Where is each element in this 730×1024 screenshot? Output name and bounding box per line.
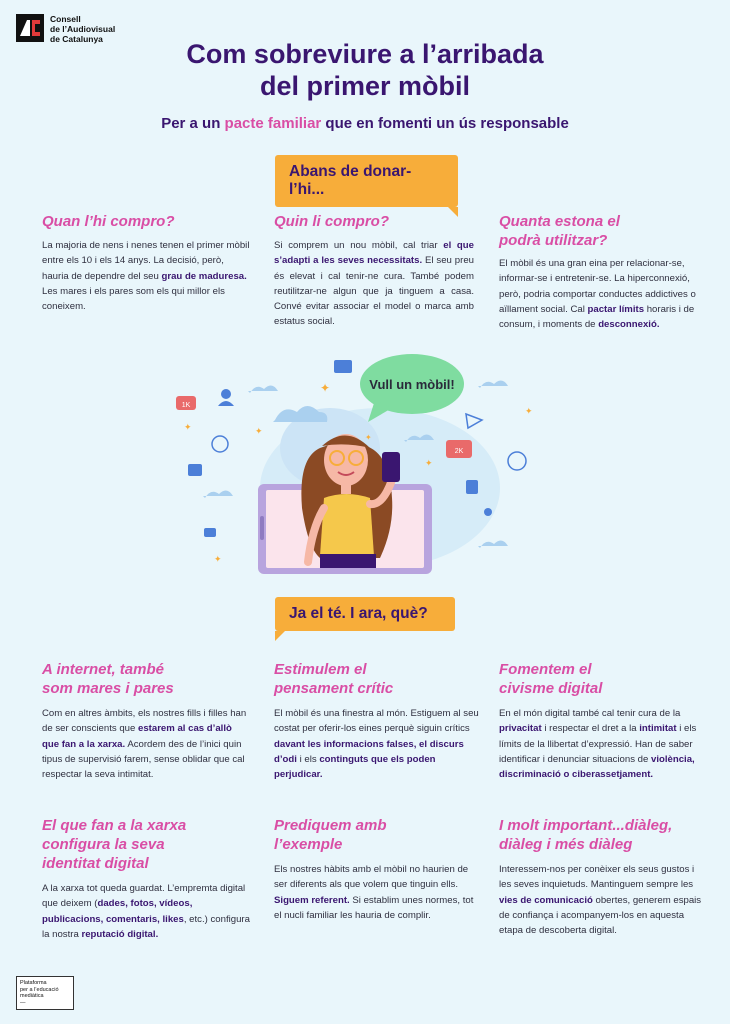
column-body — [499, 256, 699, 332]
column-body — [499, 706, 699, 782]
column-heading: som mares i pares — [42, 680, 174, 697]
section1-tag-wrap — [275, 155, 458, 217]
emphasis-text: Siguem referent. — [274, 894, 350, 906]
user-icon-body — [218, 401, 234, 406]
column-body — [274, 238, 474, 330]
footer-line: Plataforma — [20, 980, 47, 986]
tag-tail — [275, 631, 285, 641]
girl-top — [320, 494, 374, 556]
column-internet — [42, 660, 247, 782]
column-example — [274, 816, 474, 923]
column-heading: l’exemple — [274, 836, 343, 853]
emphasis-text: pactar límits — [587, 303, 645, 315]
logo-line: Consell — [50, 14, 81, 24]
body-text: A la xarxa tot queda guardat. L’empremta digital que deixem ( — [42, 883, 246, 910]
body-text: , etc.) configura la nostra — [42, 913, 250, 940]
emphasis-text: el que s’adapti a les seves necessitats. — [274, 240, 474, 267]
column-body — [274, 862, 474, 923]
footer-line: mediàtica — [20, 993, 44, 999]
column-body — [274, 706, 482, 782]
chat-icon — [334, 360, 352, 373]
subtitle-highlight: pacte familiar — [224, 115, 322, 132]
emphasis-text: intimitat — [639, 723, 677, 735]
column-heading: identitat digital — [42, 855, 149, 872]
emphasis-text: grau de maduresa. — [161, 270, 247, 282]
emphasis-text: dades, fotos, vídeos, publicacions, comentaris, likes — [42, 898, 193, 925]
column-heading: civisme digital — [499, 680, 603, 697]
emphasis-text: violència, discriminació o ciberassetjament. — [499, 753, 695, 781]
footer-line: — — [20, 999, 26, 1006]
column-heading: Estimulem el — [274, 661, 367, 678]
sparkle-icon: ✦ — [425, 458, 433, 468]
emphasis-text: vies de comunicació — [499, 894, 593, 906]
send-icon — [466, 414, 482, 428]
body-text: i respectar el dret a la — [541, 723, 640, 735]
sparkle-icon: ✦ — [214, 554, 222, 564]
title-line: Com sobreviure a l’arribada — [186, 39, 544, 69]
logo-line: de Catalunya — [50, 34, 103, 44]
body-text: El mòbil és una finestra al món. Estiguem al seu costat per oferir-los eines perquè siguin crítics — [274, 708, 479, 735]
column-heading: diàleg i més diàleg — [499, 836, 633, 853]
body-text: Com en altres àmbits, els nostres fills i filles han de ser conscients que — [42, 708, 247, 735]
emphasis-text: privacitat — [499, 723, 542, 735]
sparkle-icon: ✦ — [184, 422, 192, 432]
column-heading: configura la seva — [42, 836, 165, 853]
body-text: Interessem-nos per conèixer els seus gustos i les seves inquietuds. Mantinguem sempre les — [499, 864, 695, 891]
column-critical-thinking — [274, 660, 482, 782]
sparkle-icon: ✦ — [255, 426, 263, 436]
subtitle-text: Per a un — [161, 115, 225, 132]
column-heading: El que fan a la xarxa — [42, 817, 187, 834]
girl-with-phone-illustration — [170, 348, 570, 580]
body-text: Si establim unes normes, tot el nucli familiar les hauria de complir. — [274, 894, 474, 921]
body-text: El seu preu és elevat i cal tenir-ne cura. També podem reutilitzar-ne algun que ja tinguem a casa. Convé evitar associar el model o marca amb estatus social. — [274, 255, 474, 328]
body-text: Les mares i els pares som els qui millor els coneixem. — [42, 285, 225, 313]
girl-neck — [341, 484, 351, 494]
column-heading: Prediquem amb — [274, 817, 387, 834]
logo-line: de l’Audiovisual — [50, 24, 116, 34]
body-text: Els nostres hàbits amb el mòbil no haurien de ser diferents als que volem que tinguin ells. — [274, 864, 469, 891]
column-when — [42, 212, 252, 314]
speech-bubble-text: Vull un mòbil! — [369, 377, 455, 392]
body-text: i els límits de la llibertat d’expressió. Han de saber identificar i denunciar situacions de — [499, 723, 697, 765]
girl-trousers — [320, 554, 376, 568]
column-heading: Quin li compro? — [274, 213, 389, 230]
chat-outline-icon — [508, 452, 526, 470]
chat-icon — [204, 528, 216, 537]
sparkle-icon: ✦ — [320, 381, 331, 395]
column-body — [42, 706, 247, 782]
body-text: horaris i de consum, i moments de — [499, 303, 695, 331]
column-heading: Fomentem el — [499, 661, 592, 678]
cloud-icon — [478, 540, 508, 548]
user-icon — [221, 389, 231, 399]
like-badge-count: 1K — [181, 402, 191, 409]
page-title — [0, 38, 730, 102]
body-text: Si comprem un nou mòbil, cal triar — [274, 240, 444, 251]
column-heading: pensament crític — [274, 680, 394, 697]
cloud-icon — [273, 406, 327, 422]
cloud-icon — [478, 380, 508, 388]
emphasis-text: estarem al cas d’allò que fan a la xarxa. — [42, 723, 232, 750]
emphasis-text: continguts que els poden perjudicar. — [274, 753, 436, 781]
column-which — [274, 212, 474, 330]
column-digital-identity — [42, 816, 252, 942]
emphasis-text: davant les informacions falses, el discurs d’odi — [274, 738, 464, 765]
thumbs-down-icon — [466, 480, 478, 494]
column-civics — [499, 660, 699, 782]
thumbs-up-icon — [188, 464, 202, 476]
phone-button — [260, 516, 264, 540]
body-text: obertes, generem espais de confiança i acompanyem-los en aquesta etapa de descoberta digital. — [499, 894, 702, 937]
body-text: i els — [296, 753, 320, 765]
cloud-icon — [248, 385, 278, 393]
column-heading: A internet, també — [42, 661, 164, 678]
section1-tag: Abans de donar-l’hi... — [275, 155, 458, 207]
column-heading: podrà utilitzar? — [499, 232, 608, 249]
column-body — [499, 862, 704, 938]
footer-line: per a l’educació — [20, 986, 59, 993]
body-text: En el món digital també cal tenir cura de la — [499, 708, 681, 719]
column-body — [42, 881, 252, 942]
section2-tag-wrap — [275, 597, 455, 641]
sparkle-icon: ✦ — [365, 433, 372, 442]
title-line: del primer mòbil — [259, 71, 471, 101]
section2-tag: Ja el té. I ara, què? — [275, 597, 455, 631]
column-heading: Quanta estona el — [499, 213, 620, 230]
column-heading: I molt important...diàleg, — [499, 817, 673, 834]
body-text: La majoria de nens i nenes tenen el primer mòbil entre els 10 i els 14 anys. La decisió, però, hauria de dependre del seu — [42, 240, 250, 282]
like-badge-count: 2K — [454, 448, 464, 455]
subtitle-text: que en fomenti un ús responsable — [321, 115, 569, 132]
emphasis-text: reputació digital. — [81, 928, 159, 940]
column-heading: Quan l’hi compro? — [42, 213, 175, 230]
column-how-long — [499, 212, 699, 332]
column-dialogue — [499, 816, 704, 938]
platform-logo — [16, 976, 74, 1010]
body-text: Acordem des de l’inici quin tipus de supervisió farem, sense oblidar que cal respectar la seva intimitat. — [42, 738, 245, 781]
sparkle-icon: ✦ — [525, 406, 533, 416]
handheld-phone-icon — [382, 452, 400, 482]
user-icon — [484, 508, 492, 516]
body-text: El mòbil és una gran eina per relacionar-se, informar-se i entretenir-se. La hiperconnexió, però, podria comportar conductes addictives o aïllament social. Cal — [499, 258, 696, 315]
chat-outline-icon — [212, 436, 228, 452]
emphasis-text: desconnexió. — [598, 319, 660, 331]
column-body — [42, 238, 252, 314]
cloud-icon — [203, 490, 233, 498]
page-subtitle — [0, 115, 730, 132]
